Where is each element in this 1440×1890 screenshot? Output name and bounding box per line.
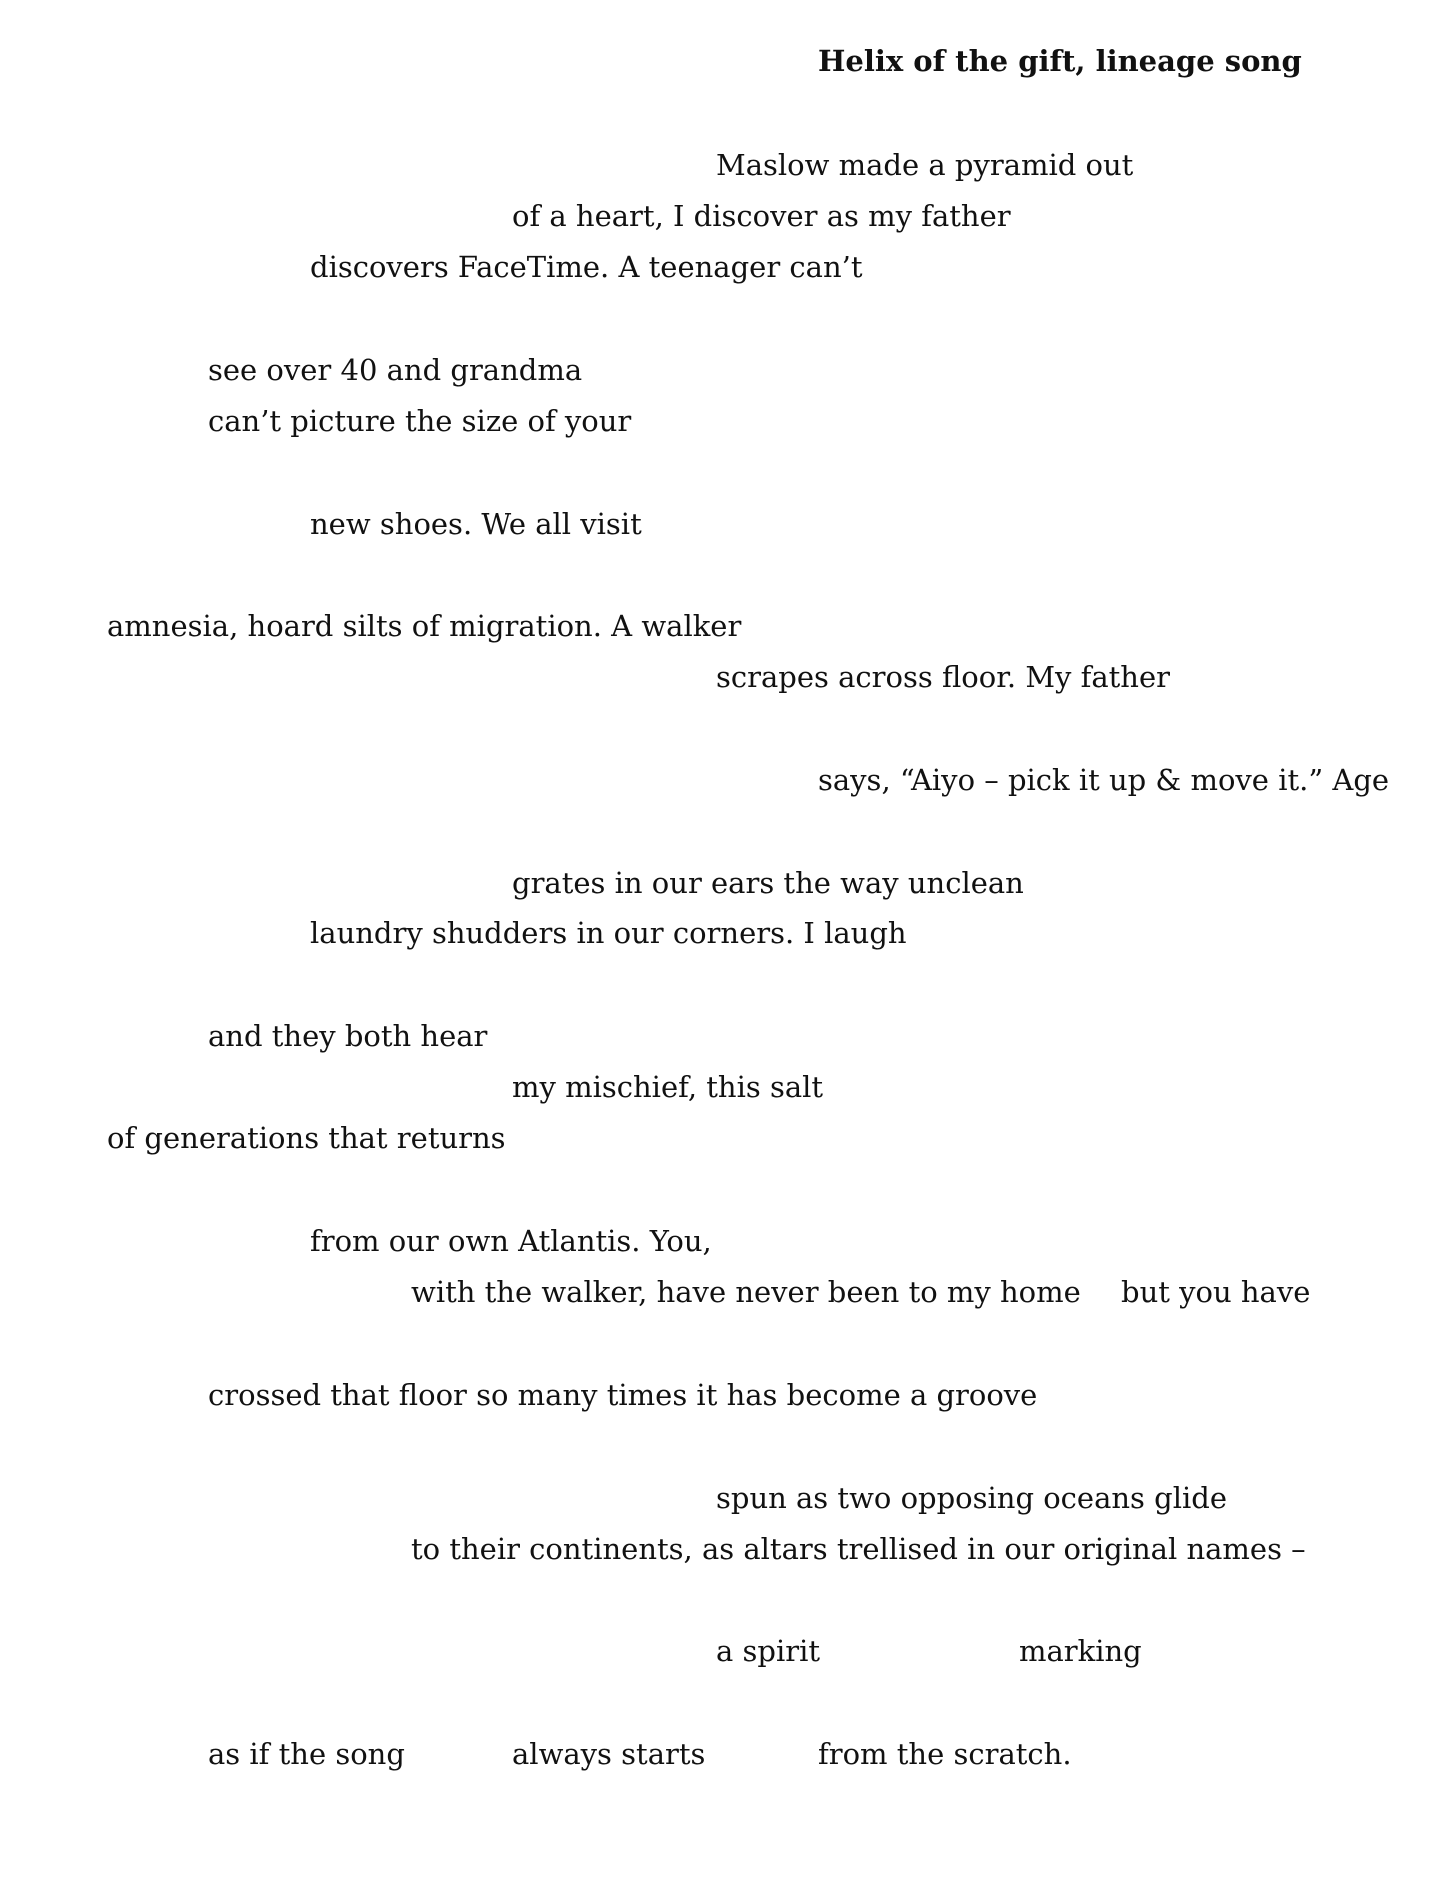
poem-line: but you have <box>1121 1275 1311 1309</box>
poem-line: scrapes across floor. My father <box>716 660 1170 694</box>
poem-title: Helix of the gift, lineage song <box>818 44 1302 78</box>
poem-line: laundry shudders in our corners. I laugh <box>310 916 907 950</box>
poem-line: from the scratch. <box>818 1737 1072 1771</box>
poem-line: discovers FaceTime. A teenager can’t <box>310 250 863 284</box>
poem-line: amnesia, hoard silts of migration. A walker <box>107 609 742 643</box>
poem-line: grates in our ears the way unclean <box>512 866 1024 900</box>
poem-line: with the walker, have never been to my home <box>411 1275 1081 1309</box>
poem-line: a spirit <box>716 1634 821 1668</box>
poem-line: can’t picture the size of your <box>208 404 632 438</box>
poem-line: new shoes. We all visit <box>310 507 642 541</box>
poem-line: from our own Atlantis. You, <box>310 1224 712 1258</box>
poem-line: of generations that returns <box>107 1121 506 1155</box>
poem-line: and they both hear <box>208 1019 488 1053</box>
poem-line: spun as two opposing oceans glide <box>716 1481 1227 1515</box>
poem-line: as if the song <box>208 1737 405 1771</box>
poem-line: of a heart, I discover as my father <box>512 199 1011 233</box>
poem-line: Maslow made a pyramid out <box>716 148 1134 182</box>
poem-line: my mischief, this salt <box>512 1070 824 1104</box>
poem-line: crossed that floor so many times it has become a groove <box>208 1378 1038 1412</box>
poem-line: says, “Aiyo – pick it up & move it.” Age <box>818 763 1390 797</box>
poem-line: marking <box>1019 1634 1142 1668</box>
poem-line: see over 40 and grandma <box>208 353 583 387</box>
poem-line: to their continents, as altars trellised in our original names – <box>411 1532 1306 1566</box>
poem-line: always starts <box>512 1737 706 1771</box>
